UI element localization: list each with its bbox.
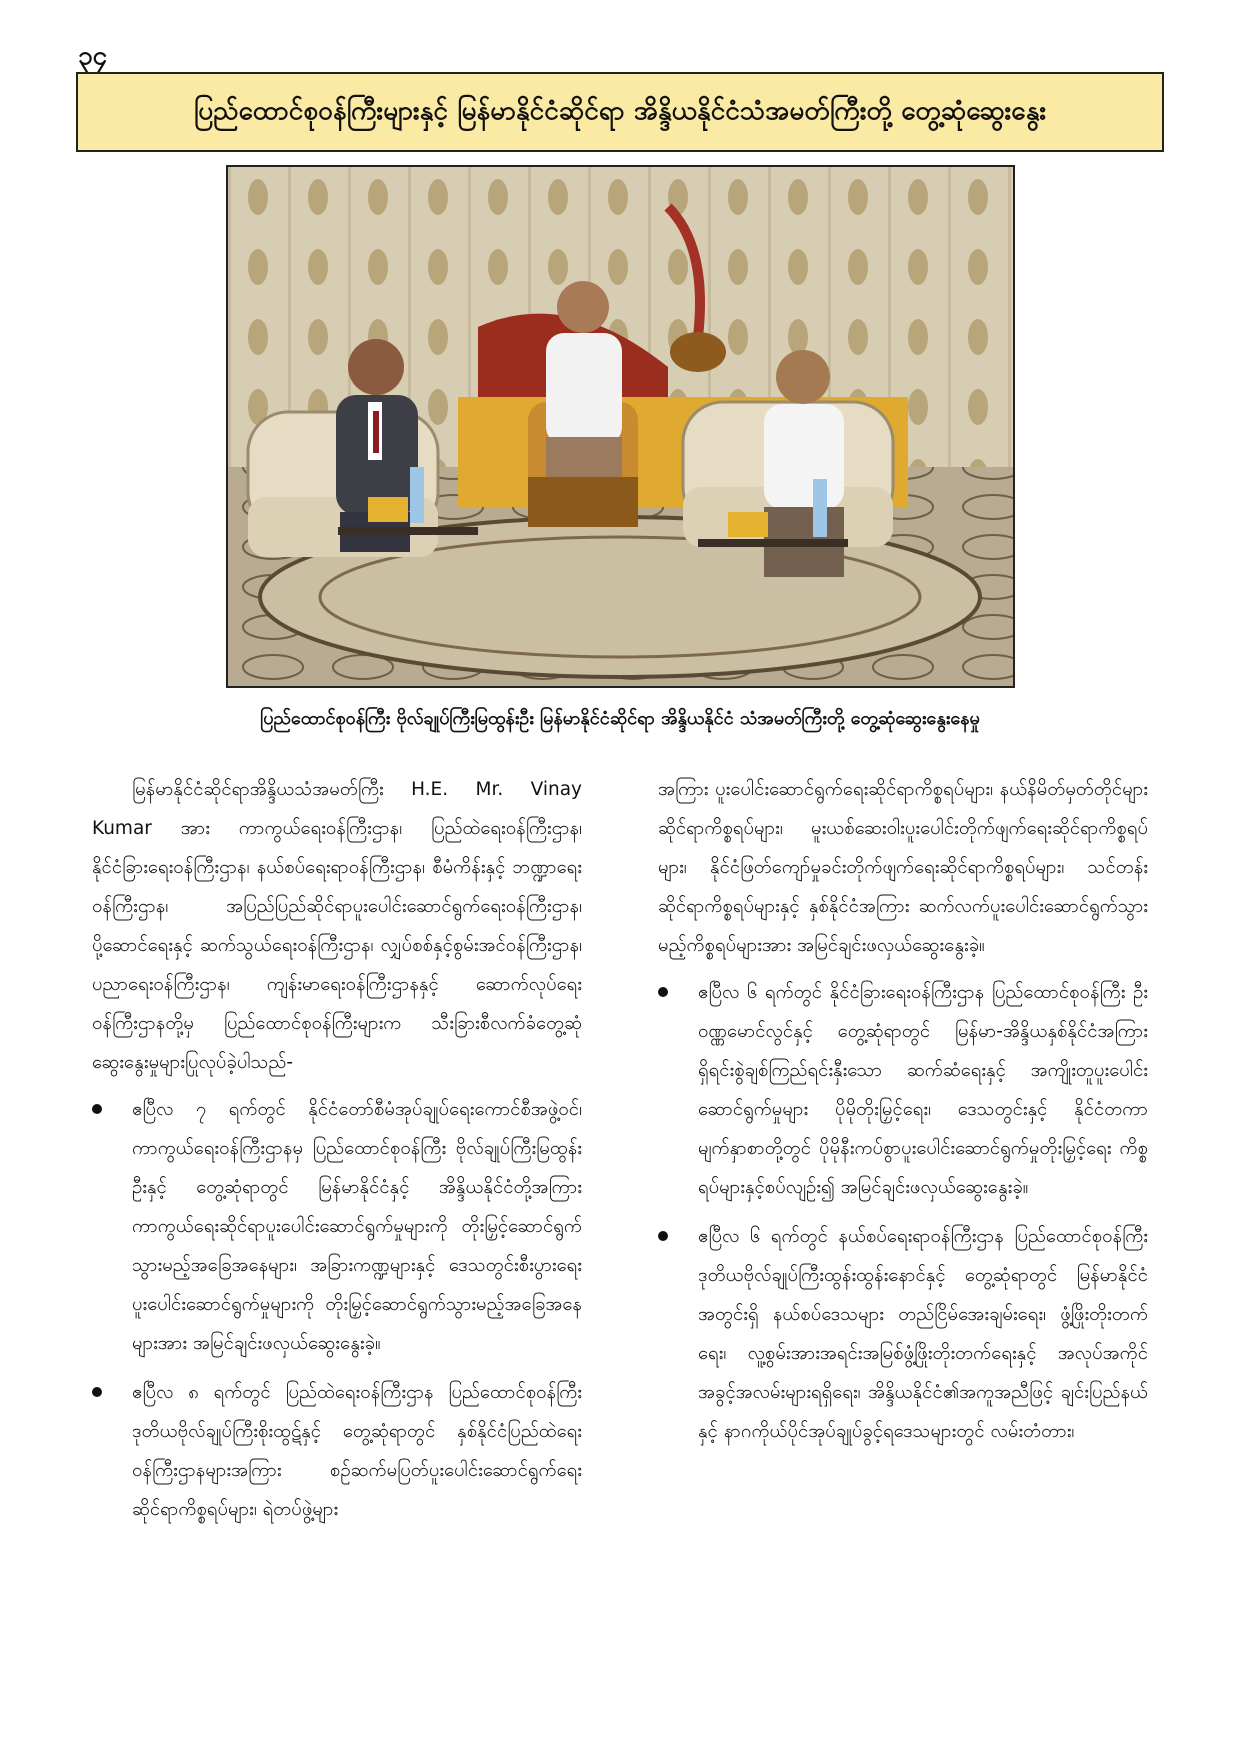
headline: ပြည်ထောင်စုဝန်ကြီးများနှင့် မြန်မာနိုင်ငံဆိုင်ရာ အိန္ဒိယနိုင်ငံသံအမတ်ကြီးတို့ တွေ့ဆုံဆွေးနွေး	[193, 95, 1047, 126]
list-item-text: ဧပြီလ ၇ ရက်တွင် နိုင်ငံတော်စီမံအုပ်ချုပ်ရေးကောင်စီအဖွဲ့ဝင်၊ ကာကွယ်ရေးဝန်ကြီးဌာနမှ ပြည်ထောင်စုဝန်ကြီး ဗိုလ်ချုပ်ကြီးမြထွန်းဦးနှင့် တွေ့ဆုံရာတွင် မြန်မာနိုင်ငံနှင့် အိန္ဒိယနိုင်ငံတို့အကြား ကာကွယ်ရေးဆိုင်ရာပူးပေါင်းဆောင်ရွက်မှုများကို တိုးမြှင့်ဆောင်ရွက်သွားမည့်အခြေအနေများ၊ အခြားကဏ္ဍများနှင့် ဒေသတွင်းစီးပွားရေးပူးပေါင်းဆောင်ရွက်မှုများကို တိုးမြှင့်ဆောင်ရွက်သွားမည့်အခြေအနေများအား အမြင်ချင်းဖလှယ်ဆွေးနွေးခဲ့။	[132, 1099, 582, 1354]
headline-banner	[76, 72, 1164, 152]
news-photo	[226, 165, 1015, 688]
bullet-icon	[658, 1231, 668, 1241]
meeting-photo-illustration	[228, 167, 1013, 686]
list-item-text: ဧပြီလ ၆ ရက်တွင် နယ်စပ်ရေးရာဝန်ကြီးဌာန ပြည်ထောင်စုဝန်ကြီး ဒုတိယဗိုလ်ချုပ်ကြီးထွန်းထွန်းနောင်နှင့် တွေ့ဆုံရာတွင် မြန်မာနိုင်ငံအတွင်းရှိ နယ်စပ်ဒေသများ တည်ငြိမ်အေးချမ်းရေး၊ ဖွံ့ဖြိုးတိုးတက်ရေး၊ လူ့စွမ်းအားအရင်းအမြစ်ဖွံ့ဖြိုးတိုးတက်ရေးနှင့် အလုပ်အကိုင်အခွင့်အလမ်းများရရှိရေး၊ အိန္ဒိယနိုင်ငံ၏အကူအညီဖြင့် ချင်းပြည်နယ်နှင့် နာဂကိုယ်ပိုင်အုပ်ချုပ်ခွင့်ရဒေသများတွင် လမ်းတံတား၊	[698, 1226, 1148, 1442]
left-bullet-list	[92, 1090, 582, 1529]
list-item	[658, 973, 1148, 1207]
list-item	[658, 1217, 1148, 1451]
list-item	[92, 1090, 582, 1363]
right-column	[658, 770, 1148, 1461]
list-item	[92, 1373, 582, 1529]
right-bullet-list	[658, 973, 1148, 1451]
list-item-text: ဧပြီလ ၆ ရက်တွင် နိုင်ငံခြားရေးဝန်ကြီးဌာန ပြည်ထောင်စုဝန်ကြီး ဦးဝဏ္ဏမောင်လွင်နှင့် တွေ့ဆုံရာတွင် မြန်မာ-အိန္ဒိယနှစ်နိုင်ငံအကြား ရှိရင်းစွဲချစ်ကြည်ရင်းနှီးသော ဆက်ဆံရေးနှင့် အကျိုးတူပူးပေါင်းဆောင်ရွက်မှုများ ပိုမိုတိုးမြှင့်ရေး၊ ဒေသတွင်းနှင့် နိုင်ငံတကာမျက်နှာစာတို့တွင် ပိုမိုနီးကပ်စွာပူးပေါင်းဆောင်ရွက်မှုတိုးမြှင့်ရေး ကိစ္စရပ်များနှင့်စပ်လျဉ်း၍ အမြင်ချင်းဖလှယ်ဆွေးနွေးခဲ့။	[698, 982, 1148, 1198]
bullet-icon	[658, 987, 668, 997]
list-item-text: ဧပြီလ ၈ ရက်တွင် ပြည်ထဲရေးဝန်ကြီးဌာန ပြည်ထောင်စုဝန်ကြီး ဒုတိယဗိုလ်ချုပ်ကြီးစိုးထွဋ်နှင့် တွေ့ဆုံရာတွင် နှစ်နိုင်ငံပြည်ထဲရေးဝန်ကြီးဌာနများအကြား စဉ်ဆက်မပြတ်ပူးပေါင်းဆောင်ရွက်ရေးဆိုင်ရာကိစ္စရပ်များ၊ ရဲတပ်ဖွဲ့များ	[132, 1382, 582, 1520]
bullet-icon	[92, 1104, 102, 1114]
left-column	[92, 770, 582, 1539]
photo-caption: ပြည်ထောင်စုဝန်ကြီး ဗိုလ်ချုပ်ကြီးမြထွန်းဦး မြန်မာနိုင်ငံဆိုင်ရာ အိန္ဒိယနိုင်ငံ သံအမတ်ကြီးတို့ တွေ့ဆုံဆွေးနွေးနေမှု	[260, 708, 980, 729]
lead-paragraph: မြန်မာနိုင်ငံဆိုင်ရာအိန္ဒိယသံအမတ်ကြီး H.E. Mr. Vinay Kumar အား ကာကွယ်ရေးဝန်ကြီးဌာန၊ ပြည်ထဲရေးဝန်ကြီးဌာန၊ နိုင်ငံခြားရေးဝန်ကြီးဌာန၊ နယ်စပ်ရေးရာဝန်ကြီးဌာန၊ စီမံကိန်းနှင့် ဘဏ္ဍာရေးဝန်ကြီးဌာန၊ အပြည်ပြည်ဆိုင်ရာပူးပေါင်းဆောင်ရွက်ရေးဝန်ကြီးဌာန၊ ပို့ဆောင်ရေးနှင့် ဆက်သွယ်ရေးဝန်ကြီးဌာန၊ လျှပ်စစ်နှင့်စွမ်းအင်ဝန်ကြီးဌာန၊ ပညာရေးဝန်ကြီးဌာန၊ ကျန်းမာရေးဝန်ကြီးဌာနနှင့် ဆောက်လုပ်ရေးဝန်ကြီးဌာနတို့မှ ပြည်ထောင်စုဝန်ကြီးများက သီးခြားစီလက်ခံတွေ့ဆုံဆွေးနွေးမှုများပြုလုပ်ခဲ့ပါသည်-	[92, 779, 582, 1073]
continuation-paragraph: အကြား ပူးပေါင်းဆောင်ရွက်ရေးဆိုင်ရာကိစ္စရပ်များ၊ နယ်နိမိတ်မှတ်တိုင်များဆိုင်ရာကိစ္စရပ်များ၊ မူးယစ်ဆေးဝါးပူးပေါင်းတိုက်ဖျက်ရေးဆိုင်ရာကိစ္စရပ်များ၊ နိုင်ငံဖြတ်ကျော်မှုခင်းတိုက်ဖျက်ရေးဆိုင်ရာကိစ္စရပ်များ၊ သင်တန်းဆိုင်ရာကိစ္စရပ်များနှင့် နှစ်နိုင်ငံအကြား ဆက်လက်ပူးပေါင်းဆောင်ရွက်သွားမည့်ကိစ္စရပ်များအား အမြင်ချင်းဖလှယ်ဆွေးနွေးခဲ့။	[658, 779, 1148, 956]
bullet-icon	[92, 1387, 102, 1397]
page-number: ၃၄	[78, 41, 108, 71]
